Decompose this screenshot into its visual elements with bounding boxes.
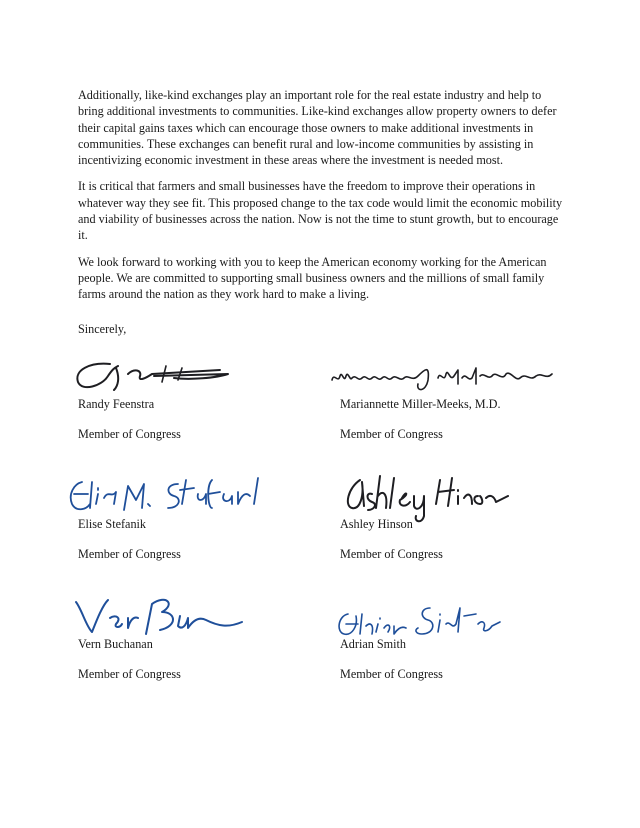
signature-miller-meeks [326,362,556,396]
signature-buchanan [72,592,248,640]
closing-salutation: Sincerely, [78,322,127,336]
letter-body [78,87,568,313]
signer-name: Ashley Hinson [340,517,413,531]
signer-name: Adrian Smith [340,637,407,651]
signer-miller-meeks [340,396,501,442]
paragraph-look-forward: We look forward to working with you to keep the American economy working for the American people. We are committed to supporting small business owners and the millions of small family farms around the nation as they work hard to make a living. [78,254,547,302]
signer-title: Member of Congress [78,667,181,681]
signer-hinson [340,516,443,562]
signer-stefanik [78,516,181,562]
signer-name: Mariannette Miller-Meeks, M.D. [340,397,501,411]
signer-feenstra [78,396,181,442]
signer-title: Member of Congress [78,427,181,441]
signer-name: Randy Feenstra [78,397,155,411]
signer-buchanan [78,636,181,682]
signer-title: Member of Congress [340,547,443,561]
signature-feenstra [70,356,240,396]
paragraph-critical: It is critical that farmers and small businesses have the freedom to improve their operations in whatever way they see fit. This proposed change to the tax code would limit the economic mobility and viability of businesses across the nation. Now is not the time to stunt growth, but to encourage it. [78,179,563,243]
paragraph-like-kind: Additionally, like-kind exchanges play an important role for the real estate industry and help to bring additional investments to communities. Like-kind exchanges allow property owners to defer their capital gains taxes which can encourage those owners to make additional investments in communities. These exchanges can benefit rural and low-income communities by assisting in incentivizing economic investment in these areas where the investment is needed most. [78,88,557,168]
signer-name: Vern Buchanan [78,637,153,651]
signature-stefanik [62,474,268,518]
signer-title: Member of Congress [340,667,443,681]
signer-title: Member of Congress [340,427,443,441]
signer-smith [340,636,443,682]
signer-title: Member of Congress [78,547,181,561]
signer-name: Elise Stefanik [78,517,147,531]
